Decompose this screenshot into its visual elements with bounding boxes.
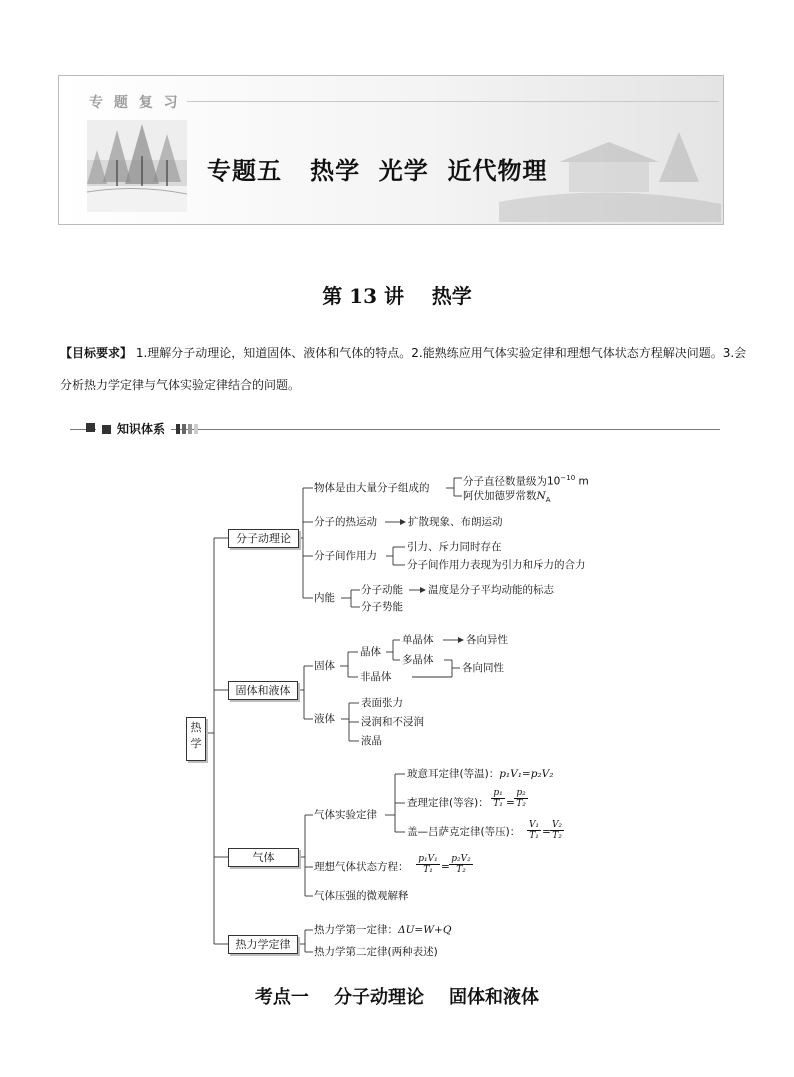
node-composition: 物体是由大量分子组成的 xyxy=(314,482,430,494)
node-boyle-law xyxy=(407,768,553,781)
fraction-denominator: T₂ xyxy=(516,799,526,809)
node-solid: 固体 xyxy=(314,660,335,672)
avogadro-text: 阿伏加德罗常数 xyxy=(463,490,537,502)
node-gay-lussac-law: 盖—吕萨克定律(等压)： xyxy=(407,826,521,838)
branch-thermodynamics: 热力学定律 xyxy=(228,935,298,954)
node-molecular-force: 分子间作用力 xyxy=(314,550,377,562)
node-wetting: 浸润和不浸润 xyxy=(361,716,424,728)
section-title-text: 知识体系 xyxy=(117,422,166,436)
boyle-formula: p₁V₁=p₂V₂ xyxy=(499,768,554,780)
fraction-numerator: V₂ xyxy=(551,820,563,830)
branch-solid-liquid: 固体和液体 xyxy=(228,681,298,700)
banner-tag: 专 题 复 习 xyxy=(89,95,181,111)
charles-fraction-left xyxy=(491,788,505,809)
node-avogadro xyxy=(463,490,550,507)
first-law-label: 热力学第一定律： xyxy=(314,924,398,936)
equals-sign: = xyxy=(441,861,450,873)
ideal-gas-fraction-right xyxy=(449,854,473,875)
node-crystal: 晶体 xyxy=(360,646,381,658)
node-gas-experimental-laws: 气体实验定律 xyxy=(314,809,377,821)
node-pressure-microscopic: 气体压强的微观解释 xyxy=(314,890,409,902)
node-thermal-motion: 分子的热运动 xyxy=(314,516,377,528)
branch-gas: 气体 xyxy=(228,848,299,867)
avogadro-symbol: N xyxy=(536,490,546,502)
fraction-denominator: T₂ xyxy=(456,865,466,875)
fraction-numerator: p₂ xyxy=(514,788,528,799)
node-molecule-diameter xyxy=(463,472,589,489)
node-force-resultant: 分子间作用力表现为引力和斥力的合力 xyxy=(407,559,586,571)
node-amorphous: 非晶体 xyxy=(360,671,392,683)
root-label: 热学 xyxy=(190,721,202,750)
node-liquid: 液体 xyxy=(314,713,335,725)
fraction-denominator: T₁ xyxy=(529,831,539,841)
fraction-numerator: p₁ xyxy=(491,788,505,799)
diameter-text: 分子直径数量级为10 xyxy=(463,475,561,488)
diameter-unit: m xyxy=(575,475,589,488)
node-isotropic: 各向同性 xyxy=(462,662,504,674)
boyle-label: 玻意耳定律(等温)： xyxy=(407,768,500,780)
root-node xyxy=(186,717,206,761)
goals-label: 【目标要求】 xyxy=(60,346,133,360)
node-liquid-crystal: 液晶 xyxy=(361,735,382,747)
charles-fraction-right xyxy=(514,788,528,809)
node-anisotropic: 各向异性 xyxy=(466,634,508,646)
fraction-numerator: p₁V₁ xyxy=(416,854,440,865)
node-first-law xyxy=(314,924,451,937)
keypoint-title: 考点一 分子动理论 固体和液体 xyxy=(254,987,540,1008)
branch-molecular-theory: 分子动理论 xyxy=(228,529,299,548)
fraction-denominator: T₁ xyxy=(493,799,503,809)
node-polycrystal: 多晶体 xyxy=(402,654,434,666)
fraction-numerator: p₂V₂ xyxy=(449,854,473,865)
banner-title: 专题五 热学 光学 近代物理 xyxy=(207,157,548,185)
avogadro-subscript: A xyxy=(545,496,551,505)
equals-sign: = xyxy=(506,797,515,809)
node-diffusion-brownian: 扩散现象、布朗运动 xyxy=(408,516,503,528)
fraction-denominator: T₂ xyxy=(552,831,562,841)
gay-lussac-fraction-right xyxy=(550,820,564,841)
node-ideal-gas-equation: 理想气体状态方程： xyxy=(314,861,409,873)
node-potential-energy: 分子势能 xyxy=(361,601,403,613)
node-force-coexist: 引力、斥力同时存在 xyxy=(407,541,502,553)
node-single-crystal: 单晶体 xyxy=(402,634,434,646)
gay-lussac-fraction-left xyxy=(527,820,541,841)
fraction-denominator: T₁ xyxy=(423,865,433,875)
goals-text: 1.理解分子动理论，知道固体、液体和气体的特点。2.能熟练应用气体实验定律和理想气体状态方程解决问题。3.会分析热力学定律与气体实验定律结合的问题。 xyxy=(60,346,747,392)
node-kinetic-energy: 分子动能 xyxy=(361,584,403,596)
node-second-law: 热力学第二定律(两种表述) xyxy=(314,946,438,958)
lecture-title: 第 13 讲 热学 xyxy=(322,284,472,308)
fraction-numerator: V₁ xyxy=(528,820,540,830)
node-charles-law: 查理定律(等容)： xyxy=(407,797,489,809)
node-surface-tension: 表面张力 xyxy=(361,697,403,709)
diameter-exponent: −10 xyxy=(560,474,576,482)
node-temperature-indicator: 温度是分子平均动能的标志 xyxy=(428,584,554,596)
ideal-gas-fraction-left xyxy=(416,854,440,875)
node-internal-energy: 内能 xyxy=(314,592,335,604)
equals-sign: = xyxy=(542,826,551,838)
first-law-formula: ΔU=W+Q xyxy=(398,924,452,936)
